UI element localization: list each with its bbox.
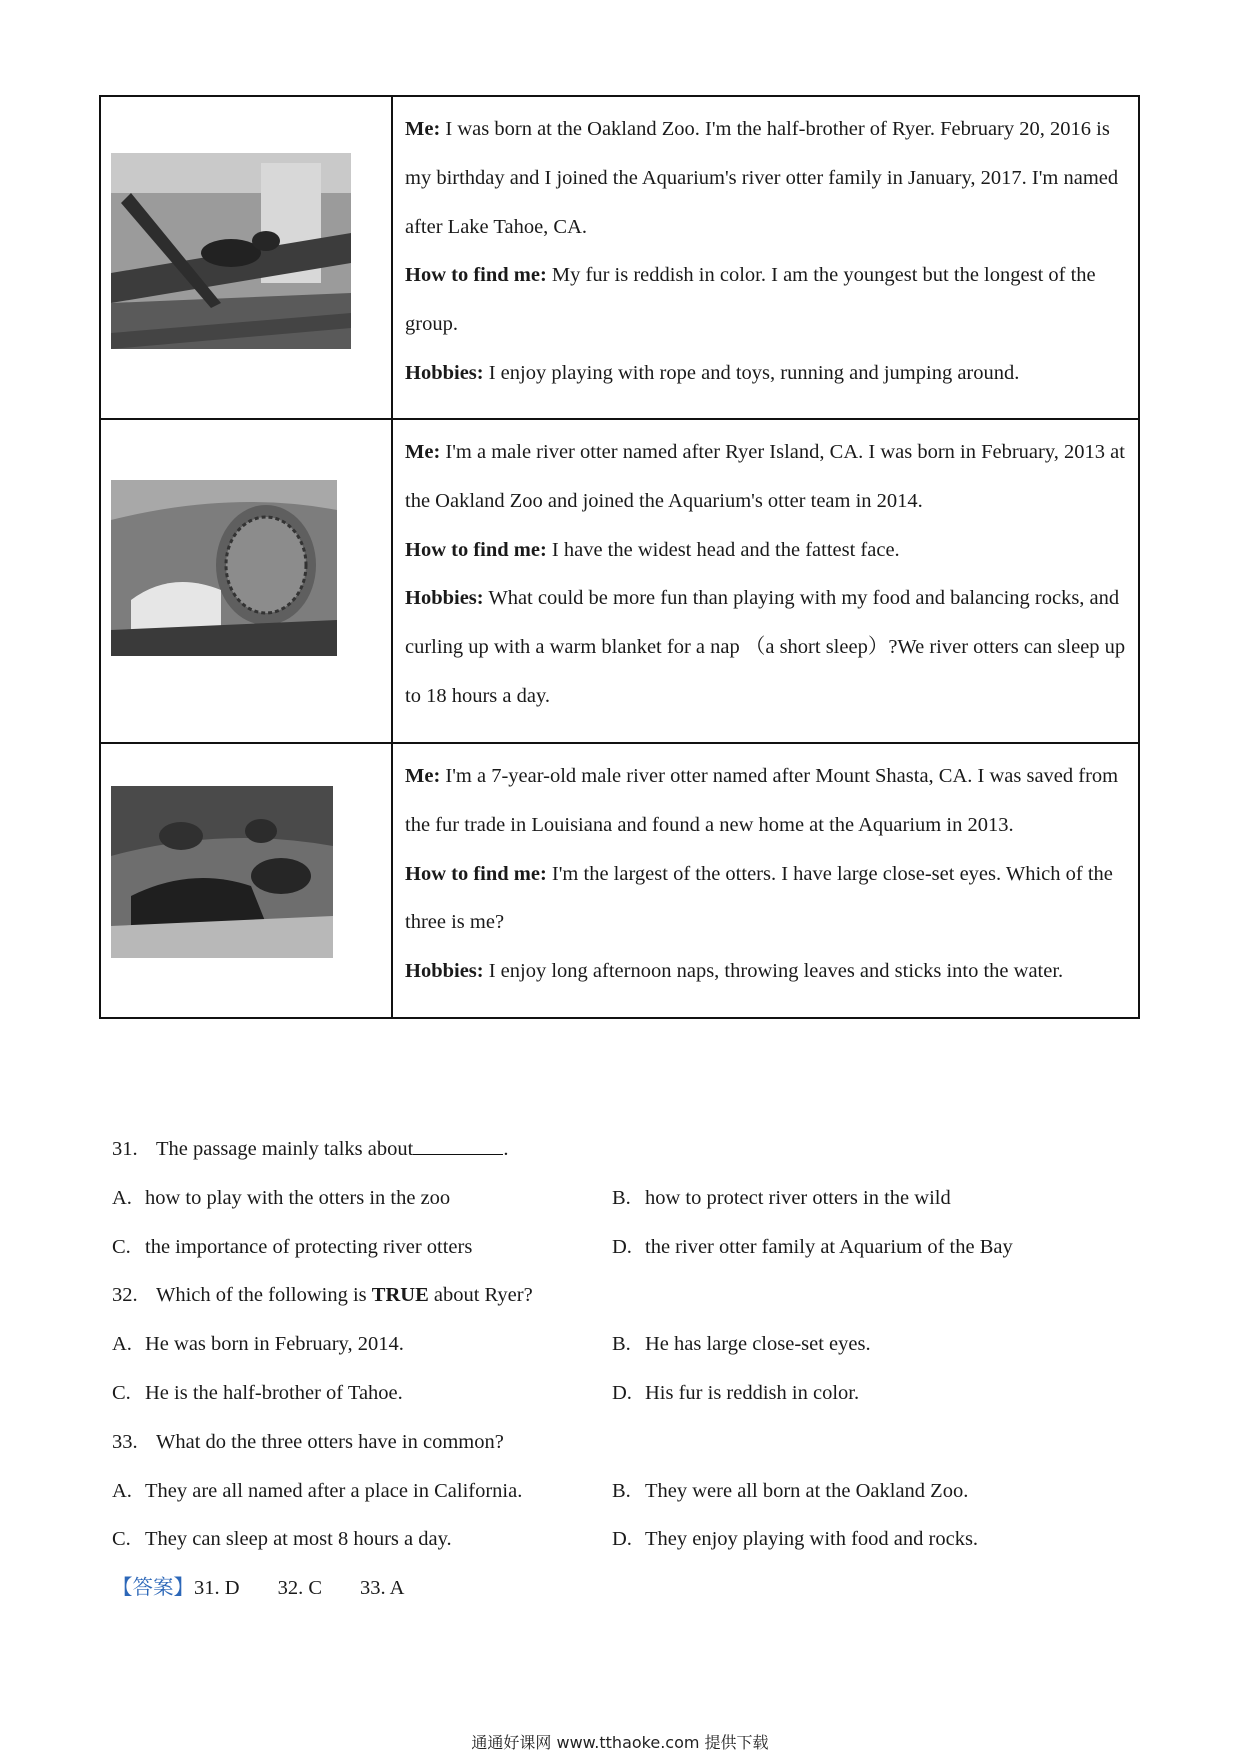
question-stem: What do the three otters have in common? (156, 1430, 504, 1453)
answer-32: 32. C (277, 1577, 322, 1600)
option-text: how to protect river otters in the wild (645, 1186, 951, 1209)
hobbies-text: I enjoy long afternoon naps, throwing leaves and sticks into the water. (483, 960, 1064, 983)
me-paragraph (405, 105, 1126, 251)
option-letter: B. (612, 1479, 631, 1502)
otter-profile-table (99, 95, 1140, 1019)
question-stem-end: . (503, 1138, 509, 1160)
hobbies-label: Hobbies: (405, 587, 484, 610)
answer-33: 33. A (360, 1577, 405, 1600)
page-footer: 通通好课网 www.tthaoke.com 提供下载 (471, 1733, 769, 1752)
otter-row (100, 96, 1139, 419)
hobbies-label: Hobbies: (405, 960, 484, 983)
option-letter: B. (612, 1333, 631, 1356)
option-letter: C. (112, 1235, 131, 1258)
otter-description (392, 419, 1139, 743)
answer-31: 31. D (194, 1577, 240, 1600)
option-row (112, 1174, 1112, 1223)
option-row (112, 1515, 1112, 1564)
answer-tag: 【答案】 (112, 1577, 194, 1600)
photo-cell (100, 96, 392, 419)
answer-blank (413, 1134, 503, 1155)
question-32 (112, 1271, 1112, 1320)
question-33 (112, 1418, 1112, 1467)
find-label: How to find me: (405, 538, 547, 561)
question-stem-emphasis: TRUE (371, 1284, 429, 1307)
find-paragraph (405, 251, 1126, 349)
option-text: They are all named after a place in California. (145, 1479, 523, 1502)
hobbies-label: Hobbies: (405, 361, 484, 384)
option-a (112, 1320, 612, 1369)
option-c (112, 1369, 612, 1418)
option-c (112, 1223, 612, 1272)
option-d (612, 1369, 1112, 1418)
option-text: They were all born at the Oakland Zoo. (645, 1479, 969, 1502)
option-d (612, 1515, 1112, 1564)
hobbies-paragraph (405, 349, 1126, 398)
question-stem: Which of the following is (156, 1284, 372, 1307)
option-c (112, 1515, 612, 1564)
hobbies-text: What could be more fun than playing with my food and balancing rocks, and curling up with a warm blanket for a nap （a short sleep）?We river otters can sleep up to 18 hours a day. (405, 587, 1126, 707)
option-text: the river otter family at Aquarium of the Bay (645, 1235, 1013, 1258)
option-letter: A. (112, 1186, 132, 1209)
find-text: My fur is reddish in color. I am the youngest but the longest of the group. (405, 264, 1096, 336)
otter-on-log-photo (111, 153, 351, 349)
option-d (612, 1223, 1112, 1272)
option-b (612, 1320, 1112, 1369)
find-text: I'm the largest of the otters. I have large close-set eyes. Which of the three is me? (405, 862, 1113, 934)
otter-with-blanket-photo (111, 480, 337, 656)
option-b (612, 1174, 1112, 1223)
question-stem-end: about Ryer? (428, 1284, 533, 1307)
find-paragraph (405, 526, 1126, 575)
me-label: Me: (405, 118, 441, 140)
find-text: I have the widest head and the fattest face. (546, 538, 900, 561)
option-b (612, 1467, 1112, 1516)
answer-key (112, 1564, 1112, 1613)
question-31 (112, 1125, 1112, 1174)
me-paragraph (405, 428, 1126, 526)
option-row (112, 1320, 1112, 1369)
hobbies-text: I enjoy playing with rope and toys, running and jumping around. (483, 361, 1020, 384)
me-label: Me: (405, 765, 441, 787)
me-label: Me: (405, 441, 441, 463)
photo-cell (100, 743, 392, 1018)
me-text: I'm a male river otter named after Ryer Island, CA. I was born in February, 2013 at the Oakland Zoo and joined the Aquarium's otter team in 2014. (405, 441, 1125, 512)
question-number: 31. (112, 1138, 138, 1160)
option-letter: A. (112, 1333, 132, 1356)
option-letter: C. (112, 1381, 131, 1404)
option-a (112, 1467, 612, 1516)
question-number: 32. (112, 1284, 138, 1307)
otter-description (392, 743, 1139, 1018)
otter-description (392, 96, 1139, 419)
hobbies-paragraph (405, 947, 1126, 996)
questions-section (112, 1125, 1112, 1613)
find-label: How to find me: (405, 264, 547, 287)
me-text: I'm a 7-year-old male river otter named after Mount Shasta, CA. I was saved from the fur trade in Louisiana and found a new home at the Aquarium in 2013. (405, 765, 1119, 836)
option-letter: D. (612, 1381, 632, 1404)
option-text: They can sleep at most 8 hours a day. (145, 1528, 452, 1551)
me-text: I was born at the Oakland Zoo. I'm the half-brother of Ryer. February 20, 2016 is my birthday and I joined the Aquarium's river otter family in January, 2017. I'm named after Lake Tahoe, CA. (405, 118, 1119, 238)
find-paragraph (405, 850, 1126, 948)
option-letter: D. (612, 1235, 632, 1258)
option-row (112, 1369, 1112, 1418)
option-row (112, 1223, 1112, 1272)
option-text: how to play with the otters in the zoo (145, 1186, 451, 1209)
option-letter: C. (112, 1528, 131, 1551)
option-letter: D. (612, 1528, 632, 1551)
otter-row (100, 743, 1139, 1018)
option-text: He was born in February, 2014. (145, 1333, 404, 1356)
three-otters-photo (111, 786, 333, 958)
question-stem: The passage mainly talks about (156, 1138, 414, 1160)
option-a (112, 1174, 612, 1223)
option-text: the importance of protecting river otters (145, 1235, 473, 1258)
option-row (112, 1467, 1112, 1516)
option-letter: B. (612, 1186, 631, 1209)
hobbies-paragraph (405, 574, 1126, 720)
option-text: They enjoy playing with food and rocks. (645, 1528, 979, 1551)
otter-row (100, 419, 1139, 743)
question-number: 33. (112, 1430, 138, 1453)
option-text: His fur is reddish in color. (645, 1381, 860, 1404)
me-paragraph (405, 752, 1126, 850)
option-text: He is the half-brother of Tahoe. (145, 1381, 403, 1404)
option-letter: A. (112, 1479, 132, 1502)
find-label: How to find me: (405, 862, 547, 885)
option-text: He has large close-set eyes. (645, 1333, 871, 1356)
photo-cell (100, 419, 392, 743)
